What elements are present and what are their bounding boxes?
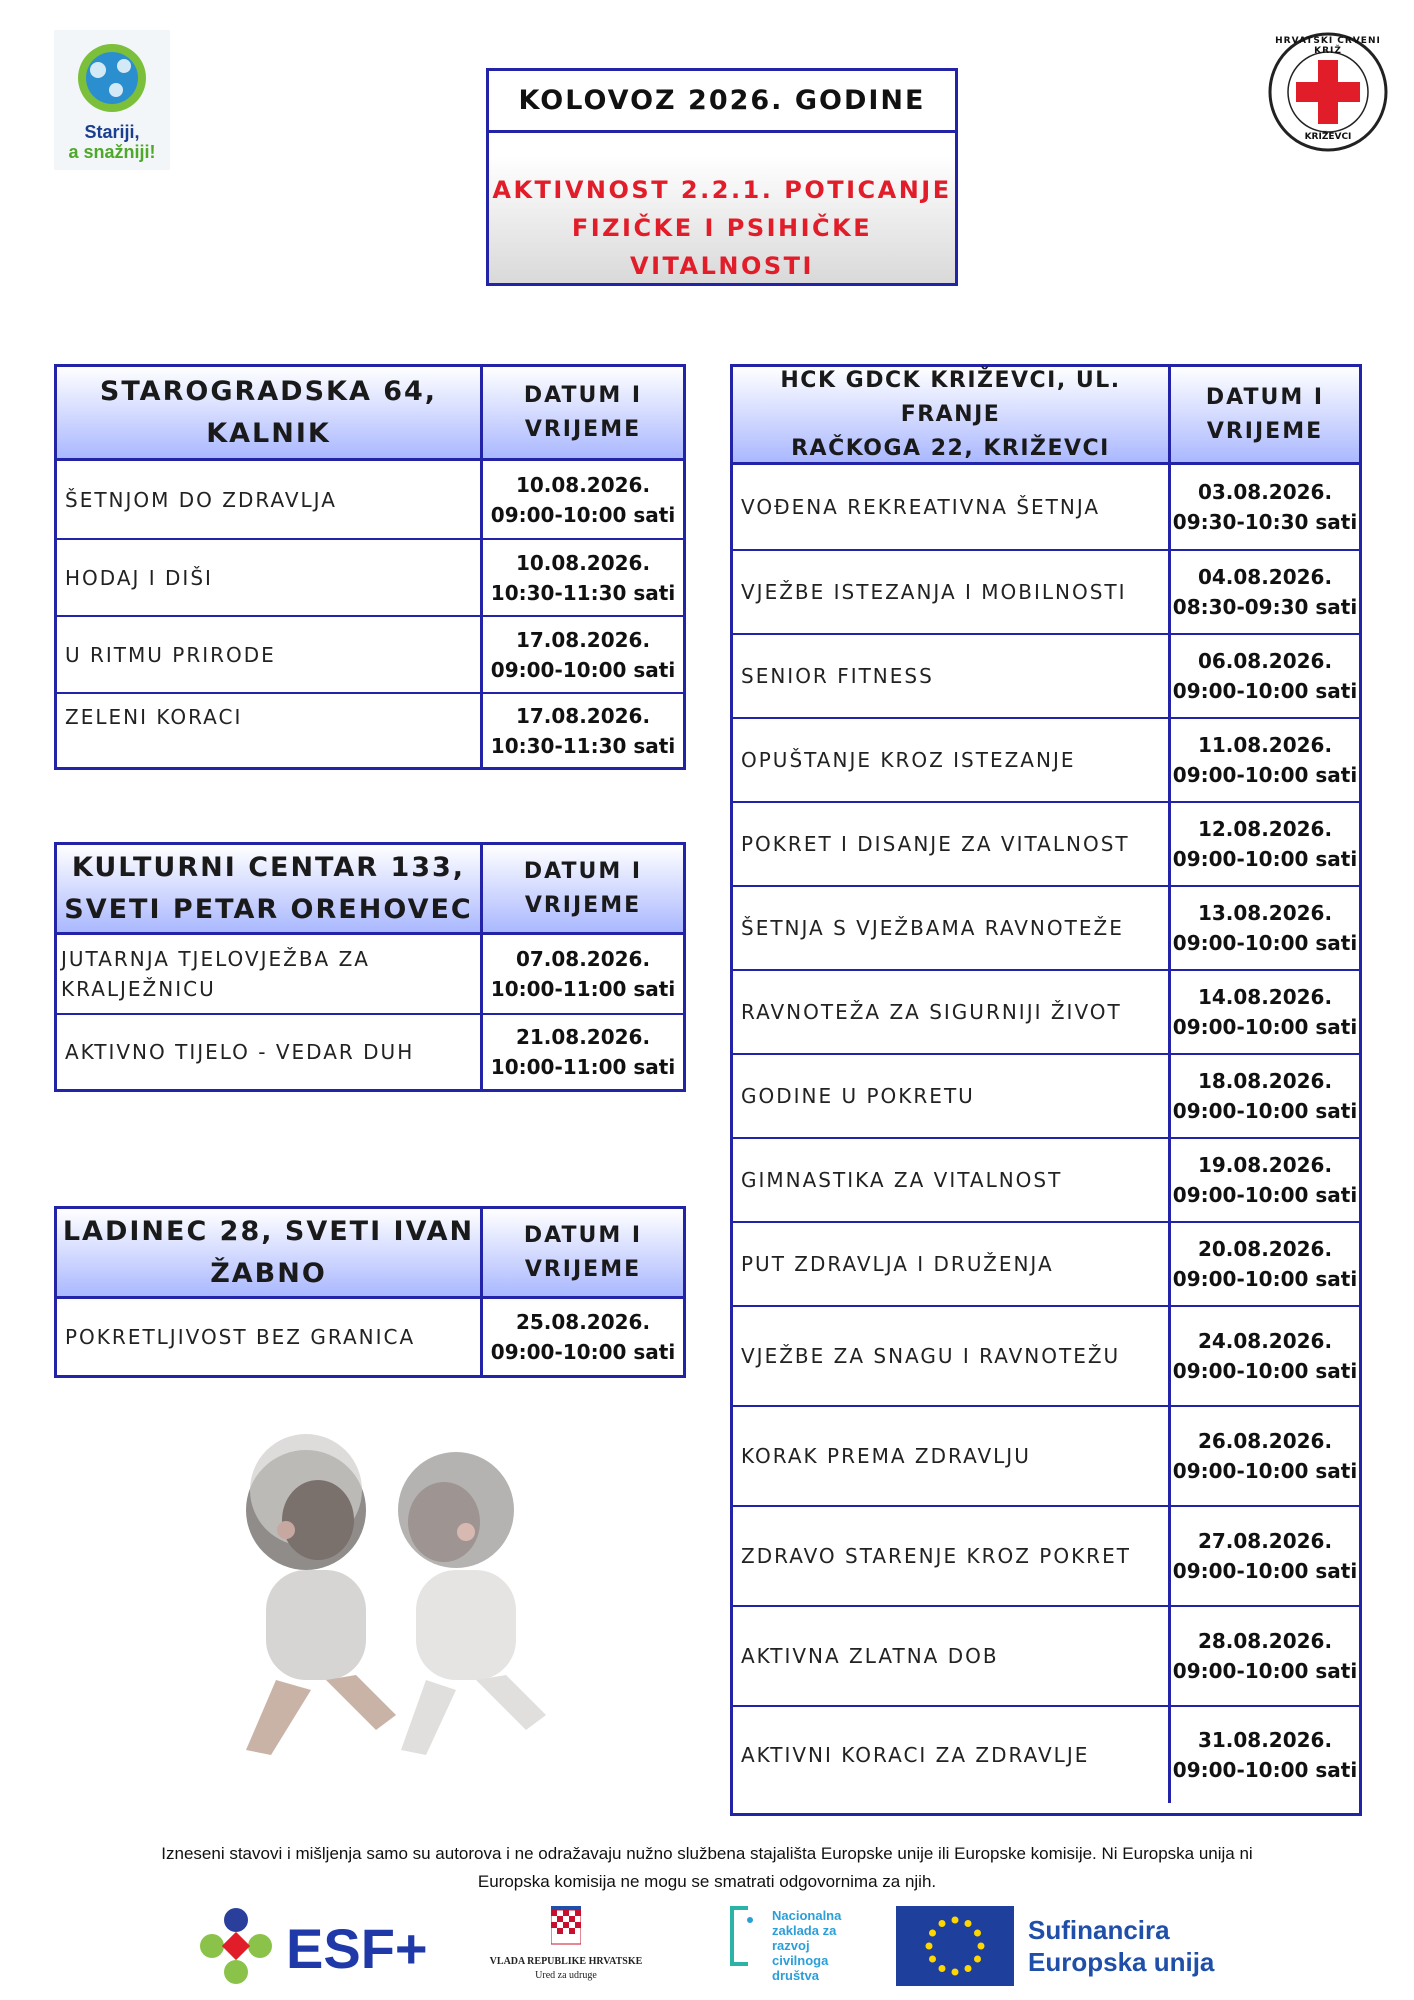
nzrc-logo: [728, 1906, 858, 1990]
location-line2: KALNIK: [206, 417, 331, 449]
table-row: [733, 1505, 1359, 1605]
activity-time: 09:30-10:30 sati: [1172, 510, 1358, 534]
table-row: [733, 801, 1359, 885]
table-row: [57, 615, 683, 692]
nzrc-bracket-icon: [728, 1906, 758, 1966]
eu-star-icon: [929, 1956, 936, 1963]
activity-date: 28.08.2026.: [1197, 1629, 1333, 1653]
table-row: [733, 1053, 1359, 1137]
activity-date: 12.08.2026.: [1197, 817, 1333, 841]
activity-name: VOĐENA REKREATIVNA ŠETNJA: [733, 465, 1171, 549]
eu-star-icon: [965, 1920, 972, 1927]
table-row: [57, 461, 683, 538]
nzrc-line2: zaklada za: [772, 1923, 837, 1938]
activity-date: 06.08.2026.: [1197, 649, 1333, 673]
activity-datetime: [1171, 803, 1359, 885]
eu-star-icon: [965, 1965, 972, 1972]
stariji-snazniji-logo: [54, 30, 170, 170]
eu-star-icon: [926, 1943, 933, 1950]
activity-name: VJEŽBE ZA SNAGU I RAVNOTEŽU: [733, 1307, 1171, 1405]
vlada-logo: [486, 1906, 646, 1990]
table-row: [733, 885, 1359, 969]
logo-text-line1: Stariji,: [84, 122, 140, 142]
activity-name: POKRETLJIVOST BEZ GRANICA: [57, 1299, 483, 1375]
location-line1: LADINEC 28, SVETI IVAN: [62, 1215, 475, 1247]
table-krizevci: [730, 364, 1362, 1816]
activity-name-line2: KRALJEŽNICU: [61, 977, 216, 1001]
activity-time: 09:00-10:00 sati: [1172, 1015, 1358, 1039]
disclaimer: [60, 1840, 1354, 1896]
date-header-line2: VRIJEME: [524, 1256, 642, 1282]
activity-date: 17.08.2026.: [515, 703, 651, 728]
red-cross-logo: [1266, 30, 1390, 154]
title-box: [486, 68, 958, 286]
activity-datetime: [1171, 1139, 1359, 1221]
activity-time: 09:00-10:00 sati: [1172, 1359, 1358, 1383]
eu-star-icon: [952, 1969, 959, 1976]
activity-name: AKTIVNI KORACI ZA ZDRAVLJE: [733, 1707, 1171, 1803]
eu-star-icon: [929, 1930, 936, 1937]
activity-time: 09:00-10:00 sati: [1172, 679, 1358, 703]
eu-flag-icon: [896, 1906, 1014, 1986]
eu-line1: Sufinancira: [1028, 1915, 1170, 1945]
table-zabno: [54, 1206, 686, 1378]
activity-time: 09:00-10:00 sati: [490, 657, 676, 682]
activity-time: 10:00-11:00 sati: [490, 1055, 676, 1079]
disclaimer-line1: Izneseni stavovi i mišljenja samo su autorova i ne odražavaju nužno službena stajališta Europske unije ili Europske komisije. Ni Europska unija ni: [161, 1844, 1253, 1863]
esf-flower-icon: [196, 1906, 276, 1990]
activity-time: 10:00-11:00 sati: [490, 977, 676, 1001]
eu-star-icon: [974, 1930, 981, 1937]
activity-datetime: [483, 461, 683, 538]
activity-datetime: [483, 1015, 683, 1089]
eu-text: [1028, 1914, 1214, 1978]
activity-date: 18.08.2026.: [1197, 1069, 1333, 1093]
activity-date: 19.08.2026.: [1197, 1153, 1333, 1177]
activity-name: GODINE U POKRETU: [733, 1055, 1171, 1137]
activity-datetime: [1171, 887, 1359, 969]
table-row: [733, 1405, 1359, 1505]
esf-plus-logo: [196, 1906, 436, 1990]
red-cross-city-text: KRIŽEVCI: [1304, 132, 1352, 142]
activity-date: 03.08.2026.: [1197, 480, 1333, 504]
activity-datetime: [1171, 551, 1359, 633]
date-header: [1171, 367, 1359, 465]
date-header-line1: DATUM I: [523, 858, 643, 884]
nzrc-line3: razvoj: [772, 1938, 810, 1953]
vlada-line2: Ured za udruge: [535, 1970, 597, 1981]
location-header: [57, 1209, 483, 1299]
nzrc-line4: civilnoga: [772, 1953, 829, 1968]
activity-date: 21.08.2026.: [515, 1025, 651, 1049]
activity-time: 09:00-10:00 sati: [1172, 1559, 1358, 1583]
table-row: [733, 1605, 1359, 1705]
activity-name: AKTIVNA ZLATNA DOB: [733, 1607, 1171, 1705]
activity-name: ŠETNJA S VJEŽBAMA RAVNOTEŽE: [733, 887, 1171, 969]
date-header-line2: VRIJEME: [524, 416, 642, 442]
eu-star-icon: [939, 1965, 946, 1972]
table-row: [733, 549, 1359, 633]
activity-name-line1: JUTARNJA TJELOVJEŽBA ZA: [61, 947, 370, 971]
activity-datetime: [1171, 1707, 1359, 1803]
activity-time: 09:00-10:00 sati: [490, 1340, 676, 1364]
activity-datetime: [483, 617, 683, 692]
activity-name: HODAJ I DIŠI: [57, 540, 483, 615]
date-header: [483, 1209, 683, 1299]
table-row: [733, 633, 1359, 717]
activity-name: PUT ZDRAVLJA I DRUŽENJA: [733, 1223, 1171, 1305]
activity-date: 14.08.2026.: [1197, 985, 1333, 1009]
activity-time: 09:00-10:00 sati: [1172, 1099, 1358, 1123]
date-header: [483, 845, 683, 935]
activity-datetime: [1171, 719, 1359, 801]
table-row: [57, 692, 683, 767]
date-header-line1: DATUM I: [523, 382, 643, 408]
activity-date: 24.08.2026.: [1197, 1329, 1333, 1353]
activity-name: ZDRAVO STARENJE KROZ POKRET: [733, 1507, 1171, 1605]
activity-datetime: [483, 1299, 683, 1375]
activity-datetime: [1171, 465, 1359, 549]
activity-datetime: [483, 694, 683, 767]
activity-name: ZELENI KORACI: [57, 694, 483, 767]
activity-date: 27.08.2026.: [1197, 1529, 1333, 1553]
eu-star-icon: [978, 1943, 985, 1950]
activity-time: 08:30-09:30 sati: [1172, 595, 1358, 619]
activity-date: 20.08.2026.: [1197, 1237, 1333, 1261]
table-row: [733, 1305, 1359, 1405]
activity-date: 17.08.2026.: [515, 627, 651, 652]
activity-date: 04.08.2026.: [1197, 565, 1333, 589]
eu-star-icon: [952, 1917, 959, 1924]
location-line1: KULTURNI CENTAR 133,: [71, 851, 466, 883]
activity-datetime: [1171, 1307, 1359, 1405]
table-row: [733, 1705, 1359, 1803]
date-header-line2: VRIJEME: [1206, 418, 1324, 444]
activity-date: 11.08.2026.: [1197, 733, 1333, 757]
activity-name: POKRET I DISANJE ZA VITALNOST: [733, 803, 1171, 885]
activity-name: SENIOR FITNESS: [733, 635, 1171, 717]
seniors-walking-illustration: [226, 1430, 586, 1760]
location-line1: STAROGRADSKA 64,: [99, 375, 438, 407]
activity-time: 09:00-10:00 sati: [490, 502, 676, 527]
activity-date: 25.08.2026.: [515, 1310, 651, 1334]
activity-time: 10:30-11:30 sati: [490, 733, 676, 758]
date-header-line2: VRIJEME: [524, 892, 642, 918]
table-row: [57, 538, 683, 615]
activity-datetime: [1171, 1507, 1359, 1605]
table-kalnik: [54, 364, 686, 770]
activity-datetime: [1171, 635, 1359, 717]
nzrc-line1: Nacionalna: [772, 1908, 842, 1923]
activity-date: 07.08.2026.: [515, 947, 651, 971]
activity-time: 09:00-10:00 sati: [1172, 1267, 1358, 1291]
location-header: [57, 367, 483, 461]
activity-name: KORAK PREMA ZDRAVLJU: [733, 1407, 1171, 1505]
logo-text-line2: a snažniji!: [68, 142, 156, 162]
activity-time: 09:00-10:00 sati: [1172, 1659, 1358, 1683]
table-orehovec: [54, 842, 686, 1092]
eu-cofinanced-logo: [896, 1906, 1226, 1986]
table-row: [733, 1221, 1359, 1305]
location-header: [57, 845, 483, 935]
activity-date: 26.08.2026.: [1197, 1429, 1333, 1453]
disclaimer-line2: Europska komisija ne mogu se smatrati odgovornima za njih.: [477, 1872, 937, 1891]
location-line2: SVETI PETAR OREHOVEC: [64, 893, 473, 925]
location-line2: RAČKOGA 22, KRIŽEVCI: [791, 435, 1110, 461]
activity-name: RAVNOTEŽA ZA SIGURNIJI ŽIVOT: [733, 971, 1171, 1053]
activity-time: 09:00-10:00 sati: [1172, 1183, 1358, 1207]
activity-name: AKTIVNO TIJELO - VEDAR DUH: [57, 1015, 483, 1089]
location-line1: HCK GDCK KRIŽEVCI, UL. FRANJE: [780, 367, 1121, 427]
table-row: [733, 1137, 1359, 1221]
nzrc-text: [772, 1908, 841, 1983]
eu-line2: Europska unija: [1028, 1947, 1215, 1977]
activity-datetime: [1171, 1223, 1359, 1305]
activity-name: U RITMU PRIRODE: [57, 617, 483, 692]
location-header: [733, 367, 1171, 465]
activity-title: [489, 171, 955, 285]
activity-date: 31.08.2026.: [1197, 1728, 1333, 1752]
date-header: [483, 367, 683, 461]
activity-date: 10.08.2026.: [515, 472, 651, 497]
activity-name: ŠETNJOM DO ZDRAVLJA: [57, 461, 483, 538]
activity-datetime: [483, 935, 683, 1013]
activity-time: 09:00-10:00 sati: [1172, 763, 1358, 787]
activity-time: 10:30-11:30 sati: [490, 580, 676, 605]
croatian-coat-of-arms-icon: [551, 1906, 581, 1946]
activity-date: 13.08.2026.: [1197, 901, 1333, 925]
activity-name: VJEŽBE ISTEZANJA I MOBILNOSTI: [733, 551, 1171, 633]
activity-name: OPUŠTANJE KROZ ISTEZANJE: [733, 719, 1171, 801]
date-header-line1: DATUM I: [523, 1222, 643, 1248]
table-row: [57, 935, 683, 1013]
esf-text: ESF+: [286, 1917, 428, 1980]
table-row: [57, 1013, 683, 1089]
nzrc-line5: društva: [772, 1968, 819, 1983]
month-title: KOLOVOZ 2026. GODINE: [489, 71, 955, 133]
table-row: [733, 465, 1359, 549]
eu-star-icon: [974, 1956, 981, 1963]
table-row: [57, 1299, 683, 1375]
activity-datetime: [1171, 971, 1359, 1053]
location-line2: ŽABNO: [210, 1257, 327, 1289]
activity-datetime: [1171, 1055, 1359, 1137]
activity-line1: AKTIVNOST 2.2.1. POTICANJE: [492, 176, 952, 204]
table-row: [733, 969, 1359, 1053]
activity-time: 09:00-10:00 sati: [1172, 931, 1358, 955]
date-header-line1: DATUM I: [1205, 384, 1325, 410]
activity-datetime: [1171, 1407, 1359, 1505]
activity-line2: FIZIČKE I PSIHIČKE VITALNOSTI: [571, 214, 873, 280]
activity-name: [57, 935, 483, 1013]
activity-time: 09:00-10:00 sati: [1172, 847, 1358, 871]
vlada-line1: VLADA REPUBLIKE HRVATSKE: [489, 1956, 643, 1967]
activity-time: 09:00-10:00 sati: [1172, 1758, 1358, 1782]
activity-datetime: [1171, 1607, 1359, 1705]
activity-name: GIMNASTIKA ZA VITALNOST: [733, 1139, 1171, 1221]
red-cross-ring-text: HRVATSKI CRVENI KRIŽ: [1275, 36, 1381, 56]
activity-date: 10.08.2026.: [515, 550, 651, 575]
activity-datetime: [483, 540, 683, 615]
activity-time: 09:00-10:00 sati: [1172, 1459, 1358, 1483]
eu-star-icon: [939, 1920, 946, 1927]
table-row: [733, 717, 1359, 801]
